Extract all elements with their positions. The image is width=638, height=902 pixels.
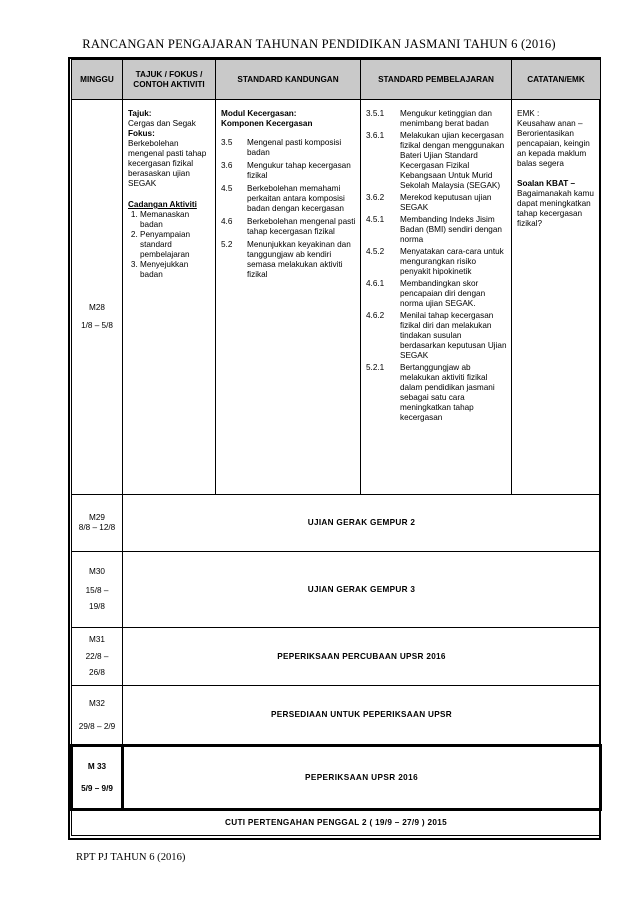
standard-pembelajaran-cell-m28 <box>361 100 512 495</box>
week-label: M29 <box>89 513 105 522</box>
list-item: 3.6.1 Melakukan ujian kecergasan fizikal dengan menggunakan Bateri Ujian Standard Kecergasan Fizikal Kebangsaan Untuk Murid Sekolah Malaysia (SEGAK) <box>366 131 505 190</box>
kbat-label: Soalan KBAT – <box>517 179 576 188</box>
emk-label: EMK : <box>517 109 540 118</box>
week-cell-m28 <box>72 100 123 495</box>
tajuk-value: Cergas dan Segak <box>128 119 196 128</box>
table-row-m33 <box>72 746 601 810</box>
list-item: 4.6 Berkebolehan mengenal pasti tahap kecergasan fizikal <box>221 217 356 236</box>
holiday-banner: CUTI PERTENGAHAN PENGGAL 2 ( 19/9 – 27/9 ) 2015 <box>72 810 601 836</box>
list-item: 5.2.1 Bertanggungjaw ab melakukan aktiviti fizikal dalam pendidikan jasmani sebagai satu cara meningkatkan tahap kecergasan <box>366 363 495 422</box>
kbat-text: Bagaimanakah kamu dapat meningkatkan tahap kecergasan fizikal? <box>517 189 594 228</box>
header-tajuk-line1: TAJUK / FOKUS / <box>135 69 203 79</box>
table-row-m30 <box>72 552 601 628</box>
table-row-m31 <box>72 628 601 686</box>
standard-kandungan-cell-m28 <box>216 100 361 495</box>
list-item: 4.6.2 Menilai tahap kecergasan fizikal diri dan melakukan tindakan susulan berdasarkan keputusan Ujian SEGAK <box>366 311 507 360</box>
week-dates: 29/8 – 2/9 <box>78 721 116 731</box>
week-label: M31 <box>89 635 105 644</box>
week-dates: 5/9 – 9/9 <box>81 783 113 793</box>
cadangan-label: Cadangan Aktiviti <box>128 200 197 209</box>
week-dates: 8/8 – 12/8 <box>78 523 116 532</box>
catatan-cell-m28 <box>512 100 601 495</box>
header-tajuk <box>123 60 216 100</box>
week-label: M32 <box>89 698 105 708</box>
list-item: 4.5.2 Menyatakan cara-cara untuk mengurangkan risiko penyakit hipokinetik <box>366 247 504 276</box>
list-item: 1. Memanaskan badan <box>140 210 211 230</box>
tajuk-label: Tajuk: <box>128 109 152 118</box>
week-dates-line1: 15/8 – <box>85 586 109 595</box>
emk-text: Keusahaw anan – Berorientasikan pencapaian, keingin an kepada maklum balas segera <box>517 119 590 168</box>
week-cell-m33 <box>72 746 123 810</box>
list-item: 4.6.1 Membandingkan skor pencapaian diri dengan norma ujian SEGAK. <box>366 279 486 308</box>
week-label: M30 <box>89 567 105 576</box>
fokus-value: Berkebolehan mengenal pasti tahap kecergasan fizikal berasaskan ujian SEGAK <box>128 139 207 188</box>
week-label: M 33 <box>87 761 107 771</box>
table-row-m28 <box>72 100 601 495</box>
row-content-m30: UJIAN GERAK GEMPUR 3 <box>123 552 601 628</box>
week-cell-m32 <box>72 686 123 746</box>
header-minggu: MINGGU <box>72 60 123 100</box>
row-content-m31: PEPERIKSAAN PERCUBAAN UPSR 2016 <box>123 628 601 686</box>
header-row <box>72 60 601 100</box>
page-footer: RPT PJ TAHUN 6 (2016) <box>76 852 186 863</box>
week-cell-m31 <box>72 628 123 686</box>
header-standard-kandungan: STANDARD KANDUNGAN <box>216 60 361 100</box>
row-content-m29: UJIAN GERAK GEMPUR 2 <box>123 495 601 552</box>
row-content-m32: PERSEDIAAN UNTUK PEPERIKSAAN UPSR <box>123 686 601 746</box>
table-row-m32 <box>72 686 601 746</box>
list-item: 3.5 Mengenal pasti komposisi badan <box>221 138 342 157</box>
sk-title-line2: Komponen Kecergasan <box>221 119 313 128</box>
list-item: 4.5.1 Membanding Indeks Jisim Badan (BMI) sendiri dengan norma <box>366 215 502 244</box>
week-dates-line2: 19/8 <box>89 602 105 611</box>
list-item: 2. Penyampaian standard pembelajaran <box>140 230 211 260</box>
list-item: 3.6.2 Merekod keputusan ujian SEGAK <box>366 193 492 212</box>
list-item: 3.6 Mengukur tahap kecergasan fizikal <box>221 161 351 180</box>
list-item: 4.5 Berkebolehan memahami perkaitan antara komposisi badan dengan kecergasan <box>221 184 345 213</box>
week-dates: 1/8 – 5/8 <box>81 321 113 330</box>
sk-title-line1: Modul Kecergasan: <box>221 109 297 118</box>
week-dates-line2: 26/8 <box>89 668 105 677</box>
table-row-holiday <box>72 810 601 836</box>
fokus-label: Fokus: <box>128 129 155 138</box>
row-content-m33: PEPERIKSAAN UPSR 2016 <box>123 746 601 810</box>
header-catatan: CATATAN/EMK <box>512 60 601 100</box>
table-row-m29 <box>72 495 601 552</box>
list-item: 3.5.1 Mengukur ketinggian dan menimbang berat badan <box>366 109 492 128</box>
tajuk-cell-m28 <box>123 100 216 495</box>
week-label: M28 <box>89 303 105 312</box>
week-cell-m30 <box>72 552 123 628</box>
week-cell-m29 <box>72 495 123 552</box>
page-title: RANCANGAN PENGAJARAN TAHUNAN PENDIDIKAN JASMANI TAHUN 6 (2016) <box>82 37 556 51</box>
header-standard-pembelajaran: STANDARD PEMBELAJARAN <box>361 60 512 100</box>
activity-list <box>128 210 211 280</box>
header-tajuk-line2: CONTOH AKTIVITI <box>133 79 205 89</box>
list-item: 3. Menyejukkan badan <box>140 260 211 280</box>
rpt-table <box>70 59 602 836</box>
list-item: 5.2 Menunjukkan keyakinan dan tanggungjaw ab kendiri semasa melakukan aktiviti fizikal <box>221 240 351 279</box>
week-dates-line1: 22/8 – <box>85 652 109 661</box>
